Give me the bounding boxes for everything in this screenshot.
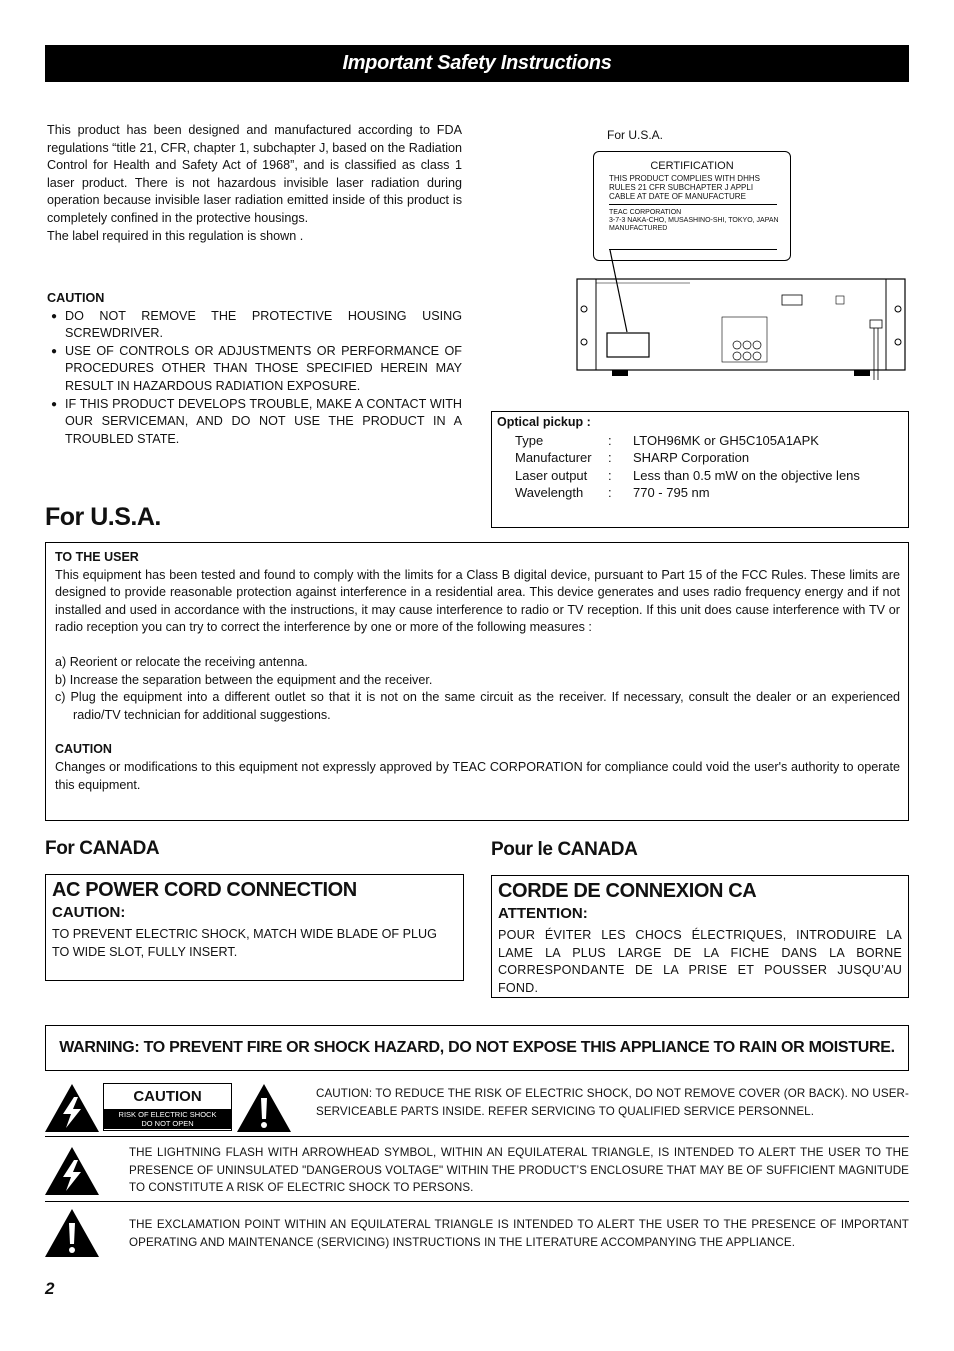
lightning-symbol-text: THE LIGHTNING FLASH WITH ARROWHEAD SYMBOL, WITHIN AN EQUILATERAL TRIANGLE, IS INTENDED TO ALERT THE USER TO THE PRESENCE OF UNINSULATED "DANGEROUS VOLTAGE" WITHIN THE PRODUCT’S ENCLOSURE THAT MAY BE OF SUFFICIENT MAGNITUDE TO CONSTITUTE A RISK OF ELECTRIC SHOCK TO PERSONS. xyxy=(129,1146,909,1194)
pickup-separator: : xyxy=(608,450,612,465)
canada-fr-text: POUR ÉVITER LES CHOCS ÉLECTRIQUES, INTRODUIRE LA LAME LA PLUS LARGE DE LA FICHE DANS LA BORNE CORRESPONDANTE DE LA PRISE ET POUSSER JUSQU’AU FOND. xyxy=(498,928,902,995)
page-title: Important Safety Instructions xyxy=(45,45,909,82)
cert-company: MANUFACTURED xyxy=(609,225,668,232)
measure-item: c) Plug the equipment into a different outlet so that it is not on the same circuit as the receiver. If necessary, consult the dealer or an experienced radio/TV technician for additional suggestions. xyxy=(55,690,900,722)
divider xyxy=(45,1201,909,1202)
to-user-heading: TO THE USER xyxy=(55,550,139,564)
list-item: ● USE OF CONTROLS OR ADJUSTMENTS OR PERFORMANCE OF PROCEDURES OTHER THAN THOSE SPECIFIED HEREIN MAY RESULT IN HAZARDOUS RADIATION EXPOSURE. xyxy=(47,343,462,396)
lightning-warning-icon xyxy=(44,1083,100,1133)
caution-sub-line: RISK OF ELECTRIC SHOCK xyxy=(118,1110,217,1119)
caution-symbol-text: CAUTION: TO REDUCE THE RISK OF ELECTRIC SHOCK, DO NOT REMOVE COVER (OR BACK). NO USER-SERVICEABLE PARTS INSIDE. REFER SERVICING TO QUALIFIED SERVICE PERSONNEL. xyxy=(316,1087,909,1118)
optical-pickup-box xyxy=(491,411,909,528)
cert-company: TEAC CORPORATION xyxy=(609,209,682,216)
caution-sub-line: DO NOT OPEN xyxy=(141,1119,194,1128)
to-user-text: This equipment has been tested and found to comply with the limits for a Class B digital device, pursuant to Part 15 of the FCC Rules. These limits are designed to provide reasonable protection against interference in a residential area. This device generates and uses radio frequency energy and if not installed and used in accordance with the instructions, it may cause interference to radio or TV reception. If this unit does cause interference with TV or radio reception you can try to correct the interference by one or more of the following measures : xyxy=(55,567,900,635)
fcc-caution-heading: CAUTION xyxy=(55,742,112,757)
pickup-separator: : xyxy=(608,468,612,483)
canada-en-heading: For CANADA xyxy=(45,838,160,859)
canada-en-box-title: AC POWER CORD CONNECTION xyxy=(52,879,357,901)
intro-text: This product has been designed and manufactured according to FDA regulations “title 21, CFR, chapter 1, subchapter J, based on the Radiation Control for Health and Safety Act of 1968”, and is classified as class 1 laser product. There is not hazardous invisible laser radiation during operation because invisible laser radiation emitted inside of this product is completely confined in the protective housings. xyxy=(47,123,462,225)
laser-caution-heading: CAUTION xyxy=(47,291,105,305)
cert-line: RULES 21 CFR SUBCHAPTER J APPLI xyxy=(609,183,754,192)
canada-en-box xyxy=(45,874,464,981)
canada-fr-box-title: CORDE DE CONNEXION CA xyxy=(498,880,757,902)
pickup-separator: : xyxy=(608,485,612,500)
usa-heading: For U.S.A. xyxy=(45,503,161,531)
exclamation-warning-icon xyxy=(236,1083,292,1133)
measure-item: a) Reorient or relocate the receiving antenna. xyxy=(55,654,308,669)
label-line: The label required in this regulation is shown . xyxy=(47,228,304,243)
cert-company: 3-7-3 NAKA-CHO, MUSASHINO-SHI, TOKYO, JAPAN xyxy=(609,217,779,224)
cert-line: THIS PRODUCT COMPLIES WITH DHHS xyxy=(609,174,760,183)
figure-caption: For U.S.A. xyxy=(607,128,664,142)
intro-paragraph xyxy=(47,122,462,245)
canada-fr-subtitle: ATTENTION: xyxy=(498,905,588,922)
rear-panel-illustration xyxy=(570,150,910,386)
measure-item: b) Increase the separation between the equipment and the receiver. xyxy=(55,672,433,687)
laser-caution-list xyxy=(47,308,462,449)
canada-en-text: TO PREVENT ELECTRIC SHOCK, MATCH WIDE BLADE OF PLUG TO WIDE SLOT, FULLY INSERT. xyxy=(52,927,437,959)
pickup-label: Manufacturer xyxy=(515,450,592,465)
pickup-value: Less than 0.5 mW on the objective lens xyxy=(633,468,860,483)
warning-box: WARNING: TO PREVENT FIRE OR SHOCK HAZARD, DO NOT EXPOSE THIS APPLIANCE TO RAIN OR MOISTURE. xyxy=(45,1025,909,1071)
exclamation-warning-icon xyxy=(44,1208,100,1258)
fcc-caution-text: Changes or modifications to this equipment not expressly approved by TEAC CORPORATION for compliance could void the user's authority to operate this equipment. xyxy=(55,759,900,792)
cert-line: CABLE AT DATE OF MANUFACTURE xyxy=(609,192,746,201)
caution-label-box xyxy=(103,1083,232,1131)
fcc-box xyxy=(45,542,909,821)
list-item: ● DO NOT REMOVE THE PROTECTIVE HOUSING USING SCREWDRIVER. xyxy=(47,308,462,343)
laser-caution xyxy=(47,290,462,448)
pointer-line xyxy=(610,250,627,332)
list-item: ● IF THIS PRODUCT DEVELOPS TROUBLE, MAKE A CONTACT WITH OUR SERVICEMAN, AND DO NOT USE THE PRODUCT IN A TROUBLED STATE. xyxy=(47,396,462,449)
pickup-value: LTOH96MK or GH5C105A1APK xyxy=(633,433,819,448)
pickup-separator: : xyxy=(608,433,612,448)
caution-label: CAUTION xyxy=(133,1088,202,1105)
exclamation-symbol-text: THE EXCLAMATION POINT WITHIN AN EQUILATERAL TRIANGLE IS INTENDED TO ALERT THE USER TO THE PRESENCE OF IMPORTANT OPERATING AND MAINTENANCE (SERVICING) INSTRUCTIONS IN THE LITERATURE ACCOMPANYING THE APPLIANCE. xyxy=(129,1218,909,1249)
cert-title: CERTIFICATION xyxy=(650,160,734,172)
pickup-label: Laser output xyxy=(515,468,588,483)
pickup-label: Wavelength xyxy=(515,485,584,500)
optical-pickup-heading: Optical pickup : xyxy=(497,415,591,429)
canada-fr-box xyxy=(491,875,909,998)
pickup-value: 770 - 795 nm xyxy=(633,485,710,500)
pickup-label: Type xyxy=(515,433,544,448)
page-number: 2 xyxy=(45,1279,55,1298)
lightning-warning-icon xyxy=(44,1146,100,1196)
canada-en-subtitle: CAUTION: xyxy=(52,904,126,921)
pickup-value: SHARP Corporation xyxy=(633,450,750,465)
divider xyxy=(45,1136,909,1137)
canada-fr-heading: Pour le CANADA xyxy=(491,839,638,860)
